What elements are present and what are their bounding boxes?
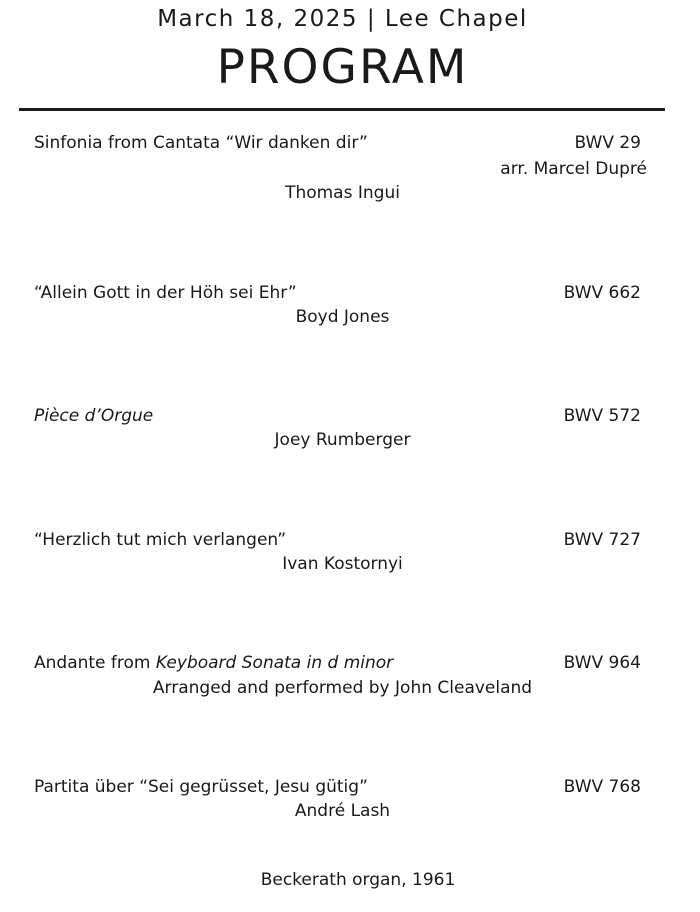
piece-title: “Herzlich tut mich verlangen” xyxy=(34,530,287,550)
program-item xyxy=(0,281,700,361)
event-date-venue: March 18, 2025 | Lee Chapel xyxy=(157,6,528,32)
header-divider xyxy=(19,108,665,111)
piece-catalog-number: BWV 964 xyxy=(563,653,641,673)
program-item xyxy=(0,528,700,608)
program-item xyxy=(0,651,700,731)
piece-catalog-number: BWV 662 xyxy=(563,283,641,303)
piece-performer: Joey Rumberger xyxy=(274,430,411,450)
piece-title-italic: Keyboard Sonata in d minor xyxy=(155,653,394,673)
piece-title xyxy=(34,651,393,675)
program-item xyxy=(0,775,700,855)
program-item xyxy=(0,404,700,484)
piece-catalog-number: BWV 727 xyxy=(563,530,641,550)
piece-performer: Ivan Kostornyi xyxy=(282,554,403,574)
organ-note: Beckerath organ, 1961 xyxy=(260,870,456,890)
piece-performer: Thomas Ingui xyxy=(285,183,400,203)
page-title: PROGRAM xyxy=(216,40,469,95)
piece-title: Partita über “Sei gegrüsset, Jesu gütig” xyxy=(34,777,368,797)
piece-catalog-number: BWV 29 xyxy=(574,133,641,153)
piece-title: “Allein Gott in der Höh sei Ehr” xyxy=(34,283,297,303)
piece-title: Sinfonia from Cantata “Wir danken dir” xyxy=(34,133,368,153)
piece-title: Pièce d’Orgue xyxy=(34,406,154,426)
piece-catalog-number: BWV 572 xyxy=(563,406,641,426)
program-item xyxy=(0,131,700,211)
piece-performer: Arranged and performed by John Cleaveland xyxy=(152,678,533,698)
piece-performer: Boyd Jones xyxy=(295,307,390,327)
piece-arranger: arr. Marcel Dupré xyxy=(500,159,647,179)
piece-performer: André Lash xyxy=(294,801,391,821)
piece-title-prefix: Andante from xyxy=(34,653,156,673)
piece-catalog-number: BWV 768 xyxy=(563,777,641,797)
